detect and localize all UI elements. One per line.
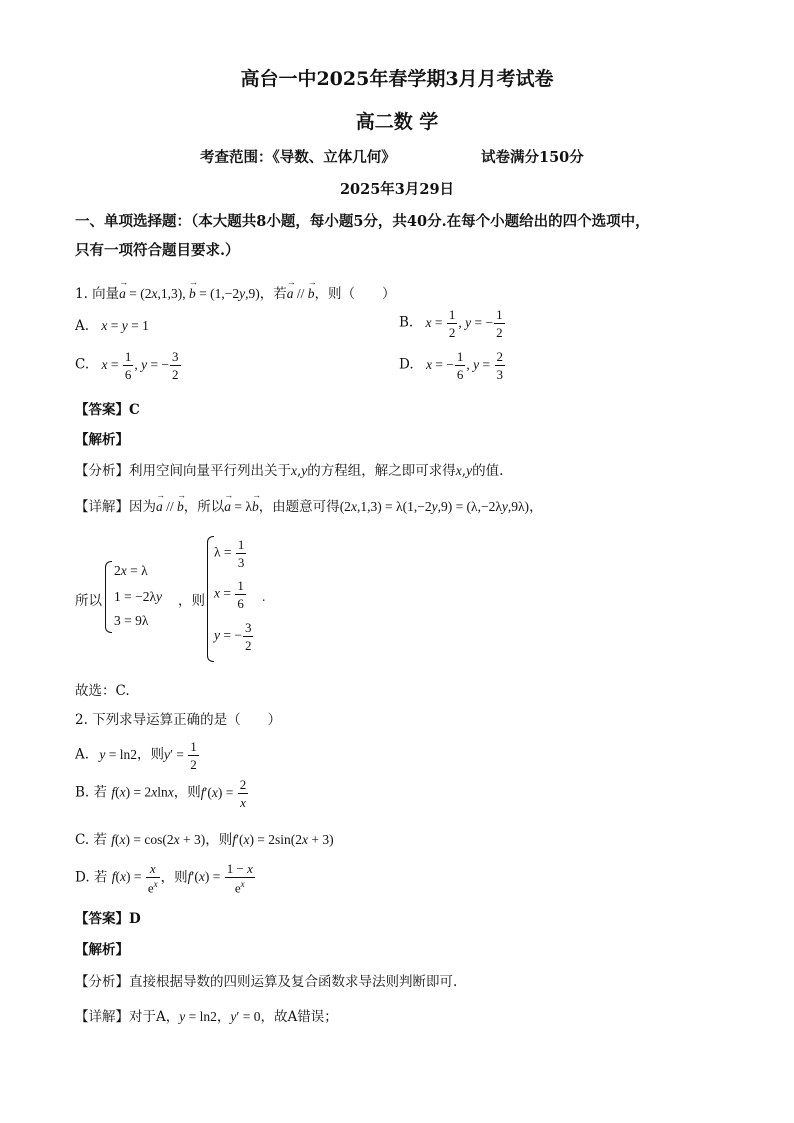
option-a-label: A. — [75, 746, 90, 763]
q2-option-a[interactable]: A. y = ln2，则y′ = $\frac{1}{2}$ — [75, 739, 197, 772]
q2-option-d[interactable]: D. 若 f(x) = $\frac{x}{e^x}$ ，则f′(x) = $\frac{1 - x}{e^x}$ — [75, 861, 253, 896]
q2-fenxi: 【分析】直接根据导数的四则运算及复合函数求导法则判断即可. — [75, 974, 458, 990]
q1-xiangjie: 【详解】因为→ a // → b，所以→ a = λ→ b，由题意可得(2x,1,3) = λ(1,−2y,9) = (λ,−2λy,9λ)， — [75, 495, 543, 515]
q1-suoyi: 所以 — [75, 593, 102, 609]
q1-eq3: 3 = 9λ — [114, 613, 149, 628]
q1-sol-lambda: λ = $\frac{1}{3}$ — [214, 537, 245, 570]
q2-xiangjie: 【详解】对于A，y = ln2，y′ = 0，故A错误； — [75, 1009, 338, 1025]
section-heading: 一、单项选择题：（本大题共8小题，每小题5分，共40分.在每个小题给出的四个选项中， — [75, 213, 650, 230]
q2-xiangjie-text: 【详解】对于A， — [75, 1009, 180, 1025]
q2-d-ze: ，则 — [160, 869, 188, 886]
question-1-stem — [75, 282, 396, 302]
q2-analysis-tag: 【解析】 — [75, 942, 129, 958]
q1-option-b[interactable]: B. x = $\frac{1}{2}$ , y = − $\frac{1}{2}$ — [399, 307, 503, 340]
option-b-label: B. — [399, 314, 414, 331]
section-heading-2: 只有一项符合题目要求.） — [75, 242, 240, 259]
q1-sol-dot: . — [262, 589, 266, 604]
q1-brace-right — [207, 536, 214, 662]
option-c-label: C. — [75, 356, 90, 373]
q1-vectors: → a = (2x,1,3), → b = (1,−2y,9) — [119, 286, 260, 301]
q1-xiangjie-text: 【详解】因为 — [75, 499, 156, 515]
q1-sol-x: x = $\frac{1}{6}$ — [214, 578, 244, 611]
scope-label: 考查范围：《导数、立体几何》 — [200, 149, 396, 166]
q1-prefix: 1. 向量 — [75, 286, 120, 302]
q2-answer: 【答案】D — [75, 911, 141, 927]
question-2-stem: 2. 下列求导运算正确的是（ ） — [75, 712, 282, 728]
option-c-label: C. 若 — [75, 832, 107, 848]
q2-xiangjie-end: ，故A错误； — [260, 1009, 338, 1025]
q1-conclusion: 故选：C. — [75, 683, 130, 699]
q1-answer: 【答案】C — [75, 402, 140, 418]
q2-a-ze: ，则 — [136, 746, 164, 763]
q1-sol-y: y = − $\frac{3}{2}$ — [214, 620, 252, 653]
q1-option-a[interactable]: A. x = y = 1 — [75, 318, 149, 334]
q1-fenxi-end: 的值. — [472, 463, 504, 479]
q1-fenxi-text: 【分析】利用空间向量平行列出关于 — [75, 463, 291, 479]
q2-option-c[interactable]: C. 若 f(x) = cos(2x + 3)，则f′(x) = 2sin(2x + 3) — [75, 832, 334, 848]
q1-suffix: ，则（ ） — [314, 286, 396, 302]
q1-xiangjie-mid2: ，由题意可得 — [258, 499, 340, 515]
option-b-label: B. 若 — [75, 784, 108, 801]
q1-xiangjie-mid: ，所以 — [183, 499, 225, 515]
option-d-label: D. — [399, 356, 414, 373]
option-d-label: D. 若 — [75, 869, 108, 886]
q1-brace-left — [105, 561, 112, 633]
q2-option-b[interactable]: B. 若 f(x) = 2xlnx，则f′(x) = $\frac{2}{x}$ — [75, 777, 247, 810]
q1-analysis-tag: 【解析】 — [75, 432, 129, 448]
exam-subtitle: 高二数 学 — [355, 111, 439, 133]
q1-eq1: 2x = λ — [114, 563, 148, 578]
option-a-label: A. — [75, 318, 90, 334]
q2-b-ze: ，则 — [173, 784, 201, 801]
q1-ze: ，则 — [178, 593, 205, 609]
q1-option-d[interactable]: D. x = − $\frac{1}{6}$ , y = $\frac{2}{3}$ — [399, 349, 504, 382]
q1-mid: ，若 — [259, 286, 287, 302]
q1-fenxi-mid: 的方程组，解之即可求得 — [307, 463, 456, 479]
exam-date: 2025年3月29日 — [339, 181, 455, 198]
q1-option-c[interactable]: C. x = $\frac{1}{6}$ , y = − $\frac{3}{2}$ — [75, 349, 179, 382]
q1-parallel: → a // → b — [287, 286, 315, 301]
score-label: 试卷满分150分 — [481, 149, 584, 166]
q1-fenxi: 【分析】利用空间向量平行列出关于x,y的方程组，解之即可求得x,y的值. — [75, 463, 504, 479]
q2-c-ze: ，则 — [205, 832, 233, 848]
exam-title: 高台一中2025年春学期3月月考试卷 — [240, 68, 554, 90]
q1-eq2: 1 = −2λy — [114, 589, 163, 604]
